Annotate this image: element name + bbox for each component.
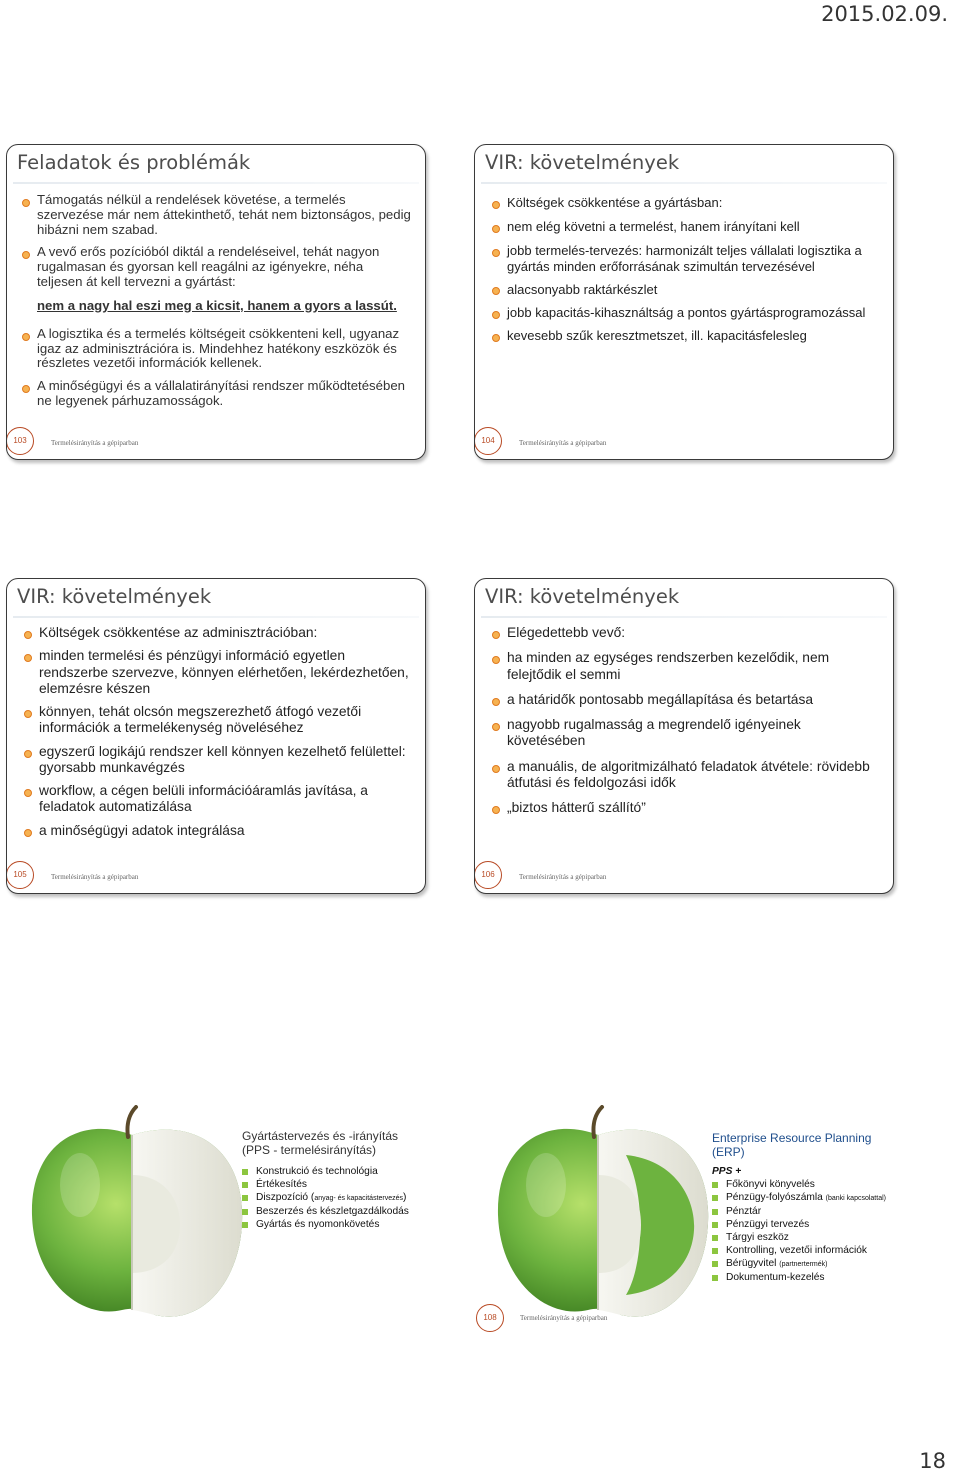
- list-item-text: Diszpozíció (: [256, 1192, 315, 1203]
- list-item: egyszerű logikájú rendszer kell könnyen kezelhető felülettel: gyorsabb munkavégzés: [23, 744, 413, 777]
- slide-number-badge: 105: [6, 861, 34, 889]
- erp-list: [712, 1165, 886, 1284]
- list-item: Pénztár: [712, 1205, 886, 1218]
- header-date: 2015.02.09.: [821, 2, 948, 26]
- slide-number-badge: 106: [474, 861, 502, 889]
- bullet-list: [491, 195, 886, 352]
- list-item: Pénzügyi tervezés: [712, 1218, 886, 1231]
- pps-caption: [242, 1129, 398, 1157]
- slide-footer: Termelésirányítás a gépiparban: [519, 439, 607, 447]
- title-divider: [13, 616, 419, 618]
- green-apple-image: [476, 1105, 716, 1327]
- list-item: Kontrolling, vezetői információk: [712, 1244, 886, 1257]
- erp-caption: [712, 1131, 871, 1159]
- list-item: alacsonyabb raktárkészlet: [491, 282, 886, 299]
- slide-106: [474, 578, 894, 894]
- list-item: „biztos hátterű szállító”: [491, 800, 881, 816]
- slide-number-badge: 104: [474, 427, 502, 455]
- list-item: Költségek csökkentése a gyártásban:: [491, 195, 886, 212]
- slide-108-footer: [476, 1302, 636, 1332]
- list-item: [242, 1191, 409, 1205]
- apple-slide-pps: [10, 1105, 460, 1331]
- list-item-note: (partnertermék): [779, 1261, 828, 1268]
- erp-caption-subtitle: (ERP): [712, 1145, 745, 1160]
- pps-plus-heading: PPS +: [712, 1166, 742, 1177]
- list-item: jobb termelés-tervezés: harmonizált teljes vállalati logisztika a gyártás minden erőforrásának szimultán tervezésével: [491, 243, 886, 275]
- slide-title: VIR: követelmények: [17, 585, 212, 608]
- slide-title: Feladatok és problémák: [17, 151, 251, 174]
- list-item: workflow, a cégen belüli információáramlás javítása, a feladatok automatizálása: [23, 783, 413, 816]
- list-item: nem elég követni a termelést, hanem irányítani kell: [491, 219, 886, 236]
- bullet-list: [23, 625, 413, 846]
- slide-footer: Termelésirányítás a gépiparban: [519, 873, 607, 881]
- page-number: 18: [919, 1449, 946, 1473]
- list-item: Tárgyi eszköz: [712, 1231, 886, 1244]
- list-item: a minőségügyi adatok integrálása: [23, 823, 413, 839]
- list-item: a manuális, de algoritmizálható feladatok átvétele: rövidebb átfutási és feldolgozási idők: [491, 759, 881, 792]
- slide-footer: Termelésirányítás a gépiparban: [520, 1314, 608, 1322]
- list-item: Beszerzés és készletgazdálkodás: [242, 1205, 409, 1218]
- title-divider: [13, 182, 419, 184]
- list-item: Támogatás nélkül a rendelések követése, a termelés szervezése már nem áttekinthető, tehát nem biztonságos, pedig hibázni nem szabad.: [21, 193, 411, 237]
- list-item: ha minden az egységes rendszerben kezelődik, nem felejtődik el semmi: [491, 650, 881, 683]
- list-item: A logisztika és a termelés költségeit csökkenteni kell, ugyanaz igaz az adminisztrációra is. Mindehhez hatékony eszközök és részletes vezetői információk kellenek.: [21, 327, 411, 371]
- title-divider: [481, 616, 887, 618]
- list-item: Elégedettebb vevő:: [491, 625, 881, 641]
- apple-slide-erp: [476, 1105, 960, 1331]
- slide-title: VIR: követelmények: [485, 585, 680, 608]
- slide-104: [474, 144, 894, 460]
- list-item-note: anyag- és kapacitástervezés: [314, 1195, 404, 1202]
- list-item: Főkönyvi könyvelés: [712, 1178, 886, 1191]
- list-item: nagyobb rugalmasság a megrendelő igényeinek követésében: [491, 717, 881, 750]
- bullet-list: [491, 625, 881, 825]
- list-item: A vevő erős pozícióból diktál a rendeléseivel, tehát nagyon rugalmasan és gyorsan kell reagálni az igényekre, néha teljesen át kell tervezni a gyártást:: [21, 245, 411, 289]
- pps-caption-subtitle: (PPS - termelésirányítás): [242, 1143, 377, 1158]
- slide-number-badge: 108: [476, 1304, 504, 1332]
- list-item: Gyártás és nyomonkövetés: [242, 1218, 409, 1231]
- list-item: [712, 1257, 886, 1271]
- list-item: a határidők pontosabb megállapítása és betartása: [491, 692, 881, 708]
- list-item-note: (banki kapcsolattal): [825, 1195, 886, 1202]
- erp-caption-title: Enterprise Resource Planning: [712, 1131, 872, 1145]
- pps-list: [242, 1165, 409, 1231]
- slide-footer: Termelésirányítás a gépiparban: [51, 439, 139, 447]
- list-item: jobb kapacitás-kihasználtság a pontos gyártásprogramozással: [491, 305, 886, 321]
- slide-title: VIR: követelmények: [485, 151, 680, 174]
- emphasis-text: nem a nagy hal eszi meg a kicsit, hanem a gyors a lassút.: [37, 297, 397, 313]
- slide-number-badge: 103: [6, 427, 34, 455]
- slide-105: [6, 578, 426, 894]
- list-item: [712, 1191, 886, 1205]
- list-item: Értékesítés: [242, 1178, 409, 1191]
- pps-caption-title: Gyártástervezés és -irányítás: [242, 1129, 399, 1143]
- green-apple-image: [10, 1105, 250, 1327]
- list-item: könnyen, tehát olcsón megszerezhető átfogó vezetői információk a termelékenység növeléséhez: [23, 704, 413, 737]
- list-item-text: Pénzügy-folyószámla: [726, 1192, 823, 1203]
- bullet-list: [21, 193, 411, 417]
- slide-103: [6, 144, 426, 460]
- list-item: Konstrukció és technológia: [242, 1165, 409, 1178]
- slide-footer: Termelésirányítás a gépiparban: [51, 873, 139, 881]
- list-item: minden termelési és pénzügyi információ egyetlen rendszerbe szervezve, könnyen elérhetően, lekérdezhetően, elemzésre készen: [23, 648, 413, 697]
- list-item-text-end: ): [403, 1192, 407, 1203]
- list-item: kevesebb szűk keresztmetszet, ill. kapacitásfelesleg: [491, 328, 886, 345]
- list-item: A minőségügyi és a vállalatirányítási rendszer működtetésében ne legyenek párhuzamosságok.: [21, 379, 411, 409]
- list-item-text: Bérügyvitel: [726, 1258, 777, 1269]
- list-item: Költségek csökkentése az adminisztrációban:: [23, 625, 413, 641]
- title-divider: [481, 182, 887, 184]
- list-item: Dokumentum-kezelés: [712, 1271, 886, 1284]
